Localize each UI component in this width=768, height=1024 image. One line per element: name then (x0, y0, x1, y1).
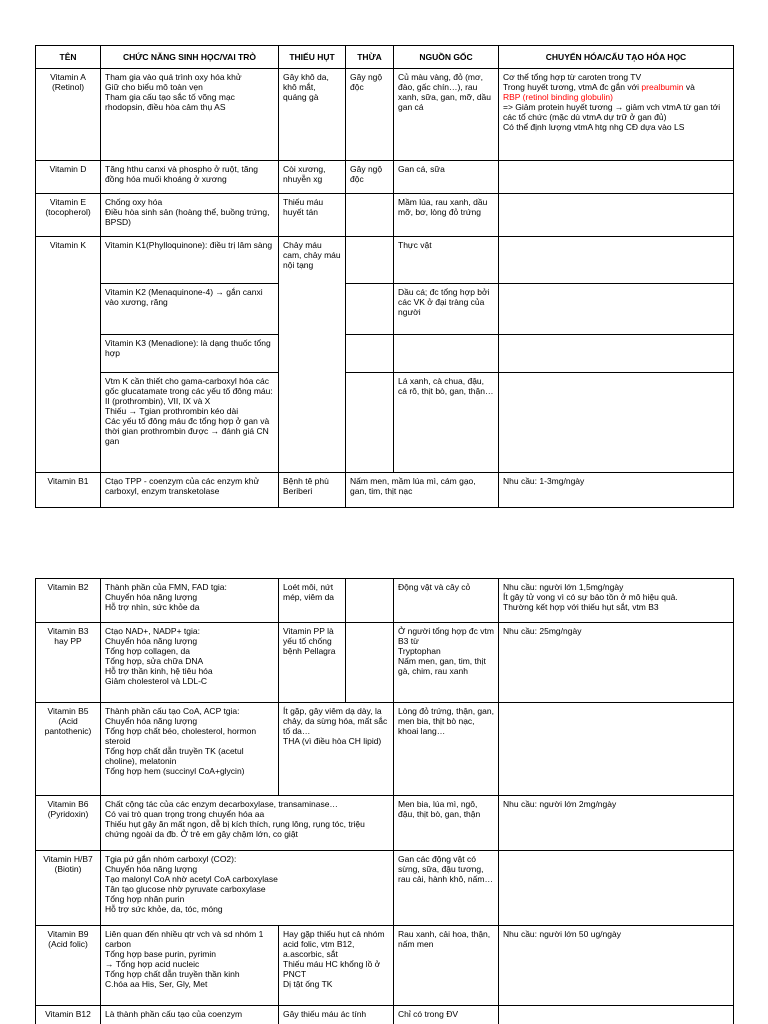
metabolism-cell: Nhu cầu: người lớn 1,5mg/ngày Ít gây tử vong vì có sự bảo tồn ở mô hiệu quả. Thường kết hợp với thiếu hụt sắt, vtm B3 (499, 579, 734, 623)
source-cell: Men bia, lúa mì, ngô, đậu, thịt bò, gan, thận (394, 796, 499, 851)
source-cell: Rau xanh, cải hoa, thận, nấm men (394, 926, 499, 1006)
metabolism-text: Cơ thể tổng hợp từ caroten trong TV Trong huyết tương, vtmA đc gắn với (503, 72, 642, 92)
row-vitamin-b1 (36, 473, 734, 508)
row-vitamin-b6 (36, 796, 734, 851)
source-cell: Mầm lúa, rau xanh, dầu mỡ, bơ, lòng đỏ trứng (394, 194, 499, 237)
source-cell: Lòng đỏ trứng, thận, gan, men bia, thịt bò nạc, khoai lang… (394, 703, 499, 796)
deficiency-cell: Gây khô da, khô mắt, quáng gà (279, 69, 346, 161)
vitamin-name: Vitamin B5 (Acid pantothenic) (36, 703, 101, 796)
deficiency-cell: Vitamin PP là yếu tố chống bệnh Pellagra (279, 623, 346, 703)
deficiency-cell: Loét môi, nứt mép, viêm da (279, 579, 346, 623)
metabolism-cell: Nhu cầu: 25mg/ngày (499, 623, 734, 703)
source-cell: Củ màu vàng, đỏ (mơ, đào, gấc chín…), rau xanh, sữa, gan, mỡ, dầu gan cá (394, 69, 499, 161)
metabolism-cell (499, 161, 734, 194)
metabolism-cell (499, 373, 734, 473)
deficiency-cell: Chảy máu cam, chảy máu nội tạng (279, 237, 346, 473)
vitamin-table-1 (35, 45, 734, 508)
highlight-rbp: RBP (retinol binding globulin) (503, 92, 613, 102)
metabolism-cell (499, 284, 734, 335)
function-cell: Vitamin K1(Phylloquinone): điều trị lâm sàng (101, 237, 279, 284)
source-cell: Chỉ có trong ĐV (394, 1006, 499, 1024)
function-cell: Tham gia vào quá trình oxy hóa khử Giữ cho biểu mô toàn vẹn Tham gia cấu tạo sắc tố võng mạc rhodopsin, điều hòa cảm thụ AS (101, 69, 279, 161)
deficiency-cell: Hay gặp thiếu hụt cả nhóm acid folic, vtm B12, a.ascorbic, sắt Thiếu máu HC khổng lồ ở PNCT Dị tật ống TK (279, 926, 394, 1006)
vitamin-name: Vitamin B3 hay PP (36, 623, 101, 703)
row-vitamin-k-general (36, 373, 734, 473)
function-cell: Là thành phần cấu tạo của coenzym (101, 1006, 279, 1024)
row-vitamin-b3 (36, 623, 734, 703)
source-cell: Nấm men, mầm lúa mì, cám gạo, gan, tim, thịt nạc (346, 473, 499, 508)
excess-cell: Gây ngộ độc (346, 69, 394, 161)
row-vitamin-a (36, 69, 734, 161)
excess-cell (346, 373, 394, 473)
row-vitamin-b12 (36, 1006, 734, 1024)
header-name: TÊN (36, 46, 101, 69)
metabolism-cell (499, 237, 734, 284)
vitamin-name: Vitamin E (tocopherol) (36, 194, 101, 237)
function-cell: Thành phần của FMN, FAD tgia: Chuyển hóa năng lượng Hỗ trợ nhìn, sức khỏe da (101, 579, 279, 623)
metabolism-text: => Giảm protein huyết tương → giảm vch vtmA từ gan tới các tổ chức (mặc dù vtmA dự trữ ở gan đủ) Có thể định lượng vtmA htg nhg CĐ dựa vào LS (503, 102, 721, 132)
excess-cell: Gây ngộ độc (346, 161, 394, 194)
vitamin-name: Vitamin A (Retinol) (36, 69, 101, 161)
header-metabolism: CHUYỂN HÓA/CẤU TẠO HÓA HỌC (499, 46, 734, 69)
highlight-prealbumin: prealbumin (641, 82, 684, 92)
metabolism-cell (499, 703, 734, 796)
vitamin-name: Vitamin B12 (36, 1006, 101, 1024)
vitamin-name: Vitamin K (36, 237, 101, 473)
excess-cell (346, 335, 394, 373)
function-cell: Ctạo NAD+, NADP+ tgia: Chuyển hóa năng lượng Tổng hợp collagen, da Tổng hợp, sửa chữa DNA Hỗ trợ thần kinh, hệ tiêu hóa Giảm cholesterol và LDL-C (101, 623, 279, 703)
metabolism-cell (499, 194, 734, 237)
header-source: NGUỒN GỐC (394, 46, 499, 69)
source-cell (394, 335, 499, 373)
metabolism-cell (499, 69, 734, 161)
row-vitamin-k1 (36, 237, 734, 284)
metabolism-cell: Nhu cầu: 1-3mg/ngày (499, 473, 734, 508)
metabolism-cell (499, 335, 734, 373)
deficiency-cell: Còi xương, nhuyễn xg (279, 161, 346, 194)
source-cell: Thực vật (394, 237, 499, 284)
excess-cell (346, 623, 394, 703)
excess-cell (346, 579, 394, 623)
metabolism-cell (499, 851, 734, 926)
deficiency-cell: Gây thiếu máu ác tính (279, 1006, 394, 1024)
row-vitamin-b9 (36, 926, 734, 1006)
row-vitamin-d (36, 161, 734, 194)
excess-cell (346, 237, 394, 284)
vitamin-name: Vitamin B9 (Acid folic) (36, 926, 101, 1006)
function-cell: Vitamin K3 (Menadione): là dạng thuốc tổng hợp (101, 335, 279, 373)
metabolism-text: và (685, 82, 695, 92)
excess-cell (346, 194, 394, 237)
metabolism-cell: Nhu cầu: người lớn 2mg/ngày (499, 796, 734, 851)
function-cell: Vtm K cần thiết cho gama-carboxyl hóa các gốc glucatamate trong các yếu tố đông máu: II (prothrombin), VII, IX và X Thiếu → Tgian prothrombin kéo dài Các yếu tố đông máu đc tổng hợp ở gan và thời gian prothrombin được → đánh giá CN gan (101, 373, 279, 473)
row-vitamin-k3 (36, 335, 734, 373)
vitamin-name: Vitamin B6 (Pyridoxin) (36, 796, 101, 851)
deficiency-cell: Thiếu máu huyết tán (279, 194, 346, 237)
function-cell: Chất cộng tác của các enzym decarboxylase, transaminase… Có vai trò quan trọng trong chuyển hóa aa Thiếu hụt gây ăn mất ngon, dễ bị kích thích, rụng lông, rụng tóc, triệu chứng ngoài da đb. Ở trẻ em gây chậm lớn, co giật (101, 796, 394, 851)
header-row (36, 46, 734, 69)
row-vitamin-b2 (36, 579, 734, 623)
vitamin-table-2-container (35, 578, 735, 1024)
source-cell: Gan các động vật có sừng, sữa, đậu tương, rau cải, hành khô, nấm… (394, 851, 499, 926)
vitamin-name: Vitamin H/B7 (Biotin) (36, 851, 101, 926)
deficiency-cell: Ít gặp, gây viêm dạ dày, la chảy, da sừng hóa, mất sắc tố da… THA (vì điều hòa CH lipid) (279, 703, 394, 796)
row-vitamin-k2 (36, 284, 734, 335)
source-cell: Động vật và cây cỏ (394, 579, 499, 623)
function-cell: Thành phần cấu tạo CoA, ACP tgia: Chuyển hóa năng lượng Tổng hợp chất béo, cholesterol, hormon steroid Tổng hợp chất dẫn truyền TK (acetul choline), melatonin Tổng hợp hem (succinyl CoA+glycin) (101, 703, 279, 796)
row-vitamin-e (36, 194, 734, 237)
header-function: CHỨC NĂNG SINH HỌC/VAI TRÒ (101, 46, 279, 69)
vitamin-name: Vitamin B1 (36, 473, 101, 508)
header-excess: THỪA (346, 46, 394, 69)
metabolism-cell (499, 1006, 734, 1024)
function-cell: Chống oxy hóa Điều hòa sinh sản (hoàng thể, buồng trứng, BPSD) (101, 194, 279, 237)
function-cell: Ctạo TPP - coenzym của các enzym khử carboxyl, enzym transketolase (101, 473, 279, 508)
row-vitamin-b5 (36, 703, 734, 796)
row-vitamin-b7 (36, 851, 734, 926)
source-cell: Gan cá, sữa (394, 161, 499, 194)
source-cell: Ở người tổng hợp đc vtm B3 từ Tryptophan Nấm men, gan, tim, thịt gà, chim, rau xanh (394, 623, 499, 703)
function-cell: Vitamin K2 (Menaquinone-4) → gắn canxi vào xương, răng (101, 284, 279, 335)
function-cell: Tăng hthu canxi và phospho ở ruột, tăng đồng hóa muối khoáng ở xương (101, 161, 279, 194)
source-cell: Lá xanh, cà chua, đậu, cá rô, thịt bò, gan, thận… (394, 373, 499, 473)
vitamin-name: Vitamin B2 (36, 579, 101, 623)
source-cell: Dầu cá; đc tổng hợp bởi các VK ở đại tràng của người (394, 284, 499, 335)
excess-cell (346, 284, 394, 335)
header-deficiency: THIẾU HỤT (279, 46, 346, 69)
deficiency-cell: Bệnh tê phù Beriberi (279, 473, 346, 508)
vitamin-name: Vitamin D (36, 161, 101, 194)
function-cell: Liên quan đến nhiều qtr vch và sd nhóm 1 carbon Tổng hợp base purin, pyrimin → Tổng hợp acid nucleic Tổng hợp chất dẫn truyền thần kinh C.hóa aa His, Ser, Gly, Met (101, 926, 279, 1006)
vitamin-table-2 (35, 578, 734, 1024)
metabolism-cell: Nhu cầu: người lớn 50 ug/ngày (499, 926, 734, 1006)
function-cell: Tgia pứ gắn nhóm carboxyl (CO2): Chuyển hóa năng lượng Tạo malonyl CoA nhờ acetyl CoA carboxylase Tân tạo glucose nhờ pyruvate carboxylase Tổng hợp nhân purin Hỗ trợ sức khỏe, da, tóc, móng (101, 851, 394, 926)
